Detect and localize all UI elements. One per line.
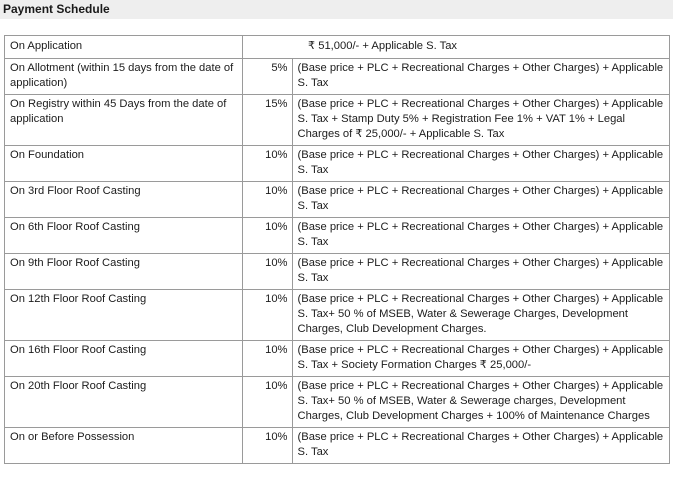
- percent-cell: 5%: [243, 59, 293, 95]
- percent-cell: 10%: [243, 146, 293, 182]
- stage-cell: On or Before Possession: [5, 428, 243, 464]
- stage-cell: On 6th Floor Roof Casting: [5, 218, 243, 254]
- stage-cell: On 12th Floor Roof Casting: [5, 290, 243, 341]
- stage-cell: On 3rd Floor Roof Casting: [5, 182, 243, 218]
- stage-cell: On 20th Floor Roof Casting: [5, 377, 243, 428]
- table-row: [5, 36, 670, 59]
- amount-cell: (Base price + PLC + Recreational Charges + Other Charges) + Applicable S. Tax: [292, 254, 670, 290]
- amount-cell: (Base price + PLC + Recreational Charges + Other Charges) + Applicable S. Tax+ 50 % of MSEB, Water & Sewerage Charges, Development Charges, Club Development Charges.: [292, 290, 670, 341]
- table-row: [5, 218, 670, 254]
- stage-cell: On 16th Floor Roof Casting: [5, 341, 243, 377]
- stage-cell: On 9th Floor Roof Casting: [5, 254, 243, 290]
- table-row: [5, 377, 670, 428]
- amount-cell: ₹ 51,000/- + Applicable S. Tax: [292, 36, 670, 59]
- page-title: Payment Schedule: [3, 2, 110, 16]
- amount-cell: (Base price + PLC + Recreational Charges + Other Charges) + Applicable S. Tax + Stamp Duty 5% + Registration Fee 1% + VAT 1% + Legal Charges of ₹ 25,000/- + Applicable S. Tax: [292, 95, 670, 146]
- table-row: [5, 95, 670, 146]
- percent-cell: 15%: [243, 95, 293, 146]
- percent-cell: [243, 36, 293, 59]
- amount-cell: (Base price + PLC + Recreational Charges + Other Charges) + Applicable S. Tax: [292, 428, 670, 464]
- table-row: [5, 290, 670, 341]
- percent-cell: 10%: [243, 428, 293, 464]
- amount-cell: (Base price + PLC + Recreational Charges + Other Charges) + Applicable S. Tax: [292, 146, 670, 182]
- header-bar: [0, 0, 673, 19]
- table-row: [5, 146, 670, 182]
- percent-cell: 10%: [243, 218, 293, 254]
- percent-cell: 10%: [243, 182, 293, 218]
- amount-cell: (Base price + PLC + Recreational Charges + Other Charges) + Applicable S. Tax: [292, 182, 670, 218]
- percent-cell: 10%: [243, 341, 293, 377]
- table-row: [5, 341, 670, 377]
- amount-cell: (Base price + PLC + Recreational Charges + Other Charges) + Applicable S. Tax: [292, 218, 670, 254]
- table-row: [5, 59, 670, 95]
- stage-cell: On Registry within 45 Days from the date of application: [5, 95, 243, 146]
- table-row: [5, 182, 670, 218]
- payment-schedule-table: [4, 35, 670, 464]
- stage-cell: On Foundation: [5, 146, 243, 182]
- percent-cell: 10%: [243, 377, 293, 428]
- stage-cell: On Allotment (within 15 days from the date of application): [5, 59, 243, 95]
- percent-cell: 10%: [243, 290, 293, 341]
- amount-cell: (Base price + PLC + Recreational Charges + Other Charges) + Applicable S. Tax: [292, 59, 670, 95]
- amount-cell: (Base price + PLC + Recreational Charges + Other Charges) + Applicable S. Tax + Society Formation Charges ₹ 25,000/-: [292, 341, 670, 377]
- percent-cell: 10%: [243, 254, 293, 290]
- stage-cell: On Application: [5, 36, 243, 59]
- table-row: [5, 254, 670, 290]
- amount-cell: (Base price + PLC + Recreational Charges + Other Charges) + Applicable S. Tax+ 50 % of MSEB, Water & Sewerage charges, Development Charges, Club Development Charges + 100% of Maintenance Charges: [292, 377, 670, 428]
- table-row: [5, 428, 670, 464]
